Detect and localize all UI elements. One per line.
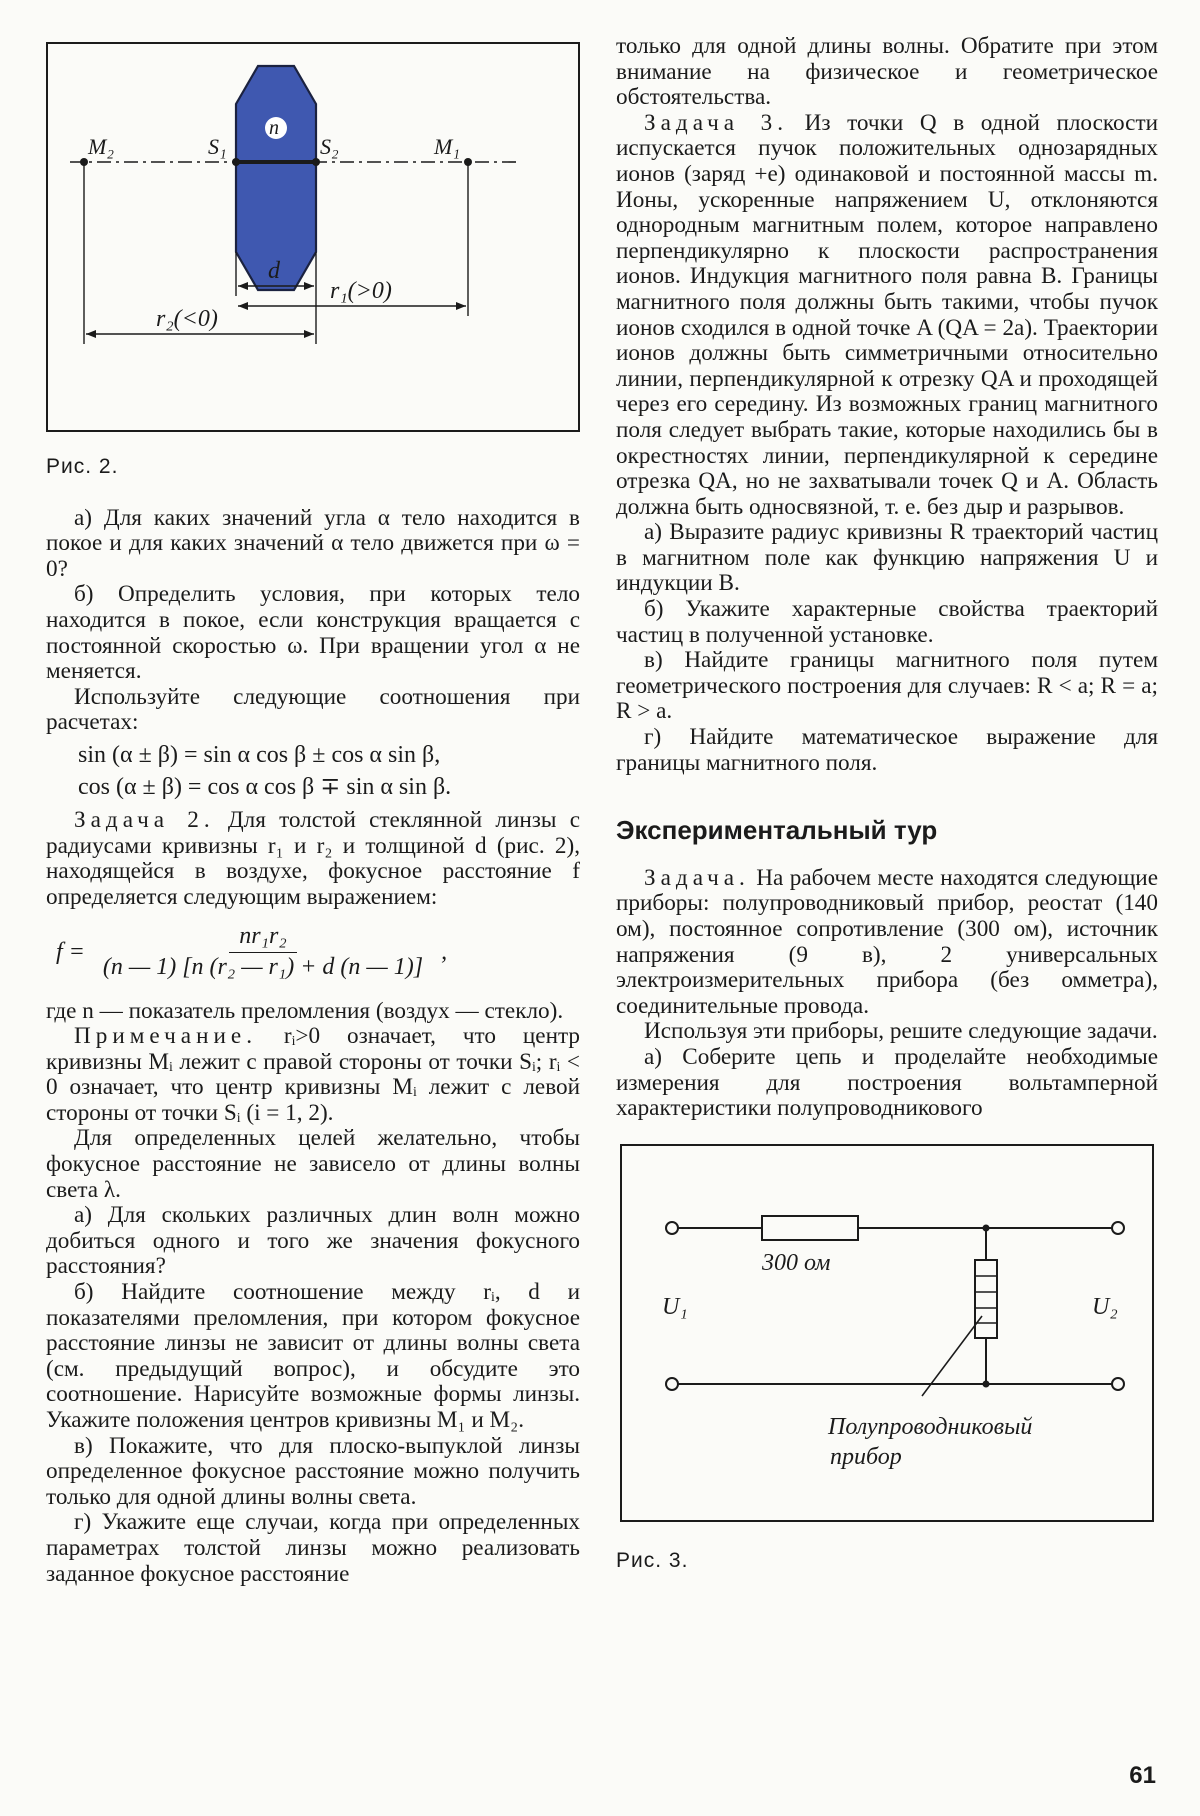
figure-3-caption: Рис. 3.: [616, 1548, 689, 1572]
lens-formula-lhs: f =: [56, 938, 85, 965]
figure-2-caption: Рис. 2.: [46, 455, 119, 478]
arrow-d-right: [304, 282, 314, 290]
experimental-task-text: На рабочем месте находятся следующие приборы: полупроводниковый прибор, реостат (140 ом), постоянное сопротивление (300 ом), источник напряжения (9 в), 2 универсальных электроизмерительных прибора (без омметра), соединительные провода.: [616, 864, 1159, 1019]
paragraph-question-a: а) Для каких значений угла α тело находится в покое и для каких значений α тело движется при ω = 0?: [46, 504, 580, 582]
paragraph-ion-question-v: в) Найдите границы магнитного поля путем геометрического построения для случаев: R < a; R = a; R > a.: [616, 647, 1158, 725]
task-2-label: Задача 2.: [74, 806, 215, 833]
arrow-r2-right: [304, 330, 314, 338]
trig-formula-1: sin (α ± β) = sin α cos β ± cos α sin β,: [78, 741, 441, 768]
label-s1: S₁: [208, 134, 227, 159]
paragraph-lens-question-b: б) Найдите соотношение между rᵢ, d и показателями преломления, при котором фокусное расстояние линзы не зависит от длины волны света (см. предыдущий вопрос), и обсудите это соотношение. Нарисуйте возможные формы линзы. Укажите положения центров кривизны M₁ и M₂.: [46, 1279, 580, 1433]
label-m1: M₁: [434, 134, 460, 159]
label-m2: M₂: [88, 134, 114, 159]
paragraph-continuation: только для одной длины волны. Обратите при этом внимание на физическое и геометрическое обстоятельства.: [616, 33, 1158, 111]
lens-formula-trail: ,: [441, 938, 448, 965]
paragraph-use-relations: Используйте следующие соотношения при расчетах:: [46, 683, 580, 736]
paragraph-ion-question-b: б) Укажите характерные свойства траекторий частиц в полученной установке.: [616, 596, 1158, 648]
paragraph-lens-question-g: г) Укажите еще случаи, когда при определенных параметрах толстой линзы можно реализовать заданное фокусное расстояние: [46, 1509, 580, 1587]
arrow-d-left: [238, 282, 248, 290]
lens-formula-numerator: nr₁r₂: [229, 924, 296, 953]
lens-formula: [56, 924, 580, 980]
left-column: [46, 34, 580, 1587]
label-n: n: [269, 117, 279, 139]
point-s2: [312, 158, 320, 166]
task-3-label: Задача 3.: [644, 109, 789, 136]
label-s2: S₂: [320, 134, 339, 159]
terminal-in-bottom: [666, 1378, 678, 1390]
resistor-300: [762, 1216, 858, 1240]
label-device-line-1: Полупроводниковый: [828, 1413, 1033, 1440]
experimental-task-label: Задача.: [644, 864, 750, 891]
point-s1: [232, 158, 240, 166]
task-3-text: Из точки Q в одной плоскости испускается пучок положительных однозарядных ионов (заряд +e) одинаковой и постоянной массы m. Ионы, ускоренные напряжением U, отклоняются однородным магнитным полем, которое направлено перпендикулярно к плоскости распространения ионов. Индукция магнитного поля равна B. Границы магнитного поля должны быть такими, чтобы пучок ионов сходился в одной точке A (QA = 2a). Траектории ионов должны быть симметричными относительно линии, перпендикулярной к отрезку QA и проходящей через его середину. Из возможных границ магнитного поля следует выбрать такие, которые находились бы в окрестностях линии, перпендикулярной к середине отрезка QA, но не захватывали точек Q и A. Область должна быть односвязной, т. е. без дыр и разрывов.: [616, 109, 1158, 520]
paragraph-task-2: [46, 808, 580, 910]
label-r1: r₁(>0): [330, 278, 392, 304]
paragraph-ion-question-a: а) Выразите радиус кривизны R траекторий частиц в магнитном поле как функцию напряжения U и индукции B.: [616, 519, 1158, 597]
circuit-diagram-svg: [622, 1146, 1152, 1520]
right-column: [616, 34, 1158, 1573]
section-heading-experimental: Экспериментальный тур: [616, 815, 938, 846]
terminal-in-top: [666, 1222, 678, 1234]
paragraph-where-n: где n — показатель преломления (воздух — стекло).: [46, 997, 564, 1024]
lens-shape: [236, 66, 316, 290]
label-resistor-300: 300 ом: [762, 1249, 831, 1276]
paragraph-experimental-task: [616, 866, 1158, 1020]
note-label: Примечание.: [74, 1023, 257, 1050]
paragraph-note: [46, 1024, 580, 1126]
lens-formula-denominator: (n — 1) [n (r₂ — r₁) + d (n — 1)]: [102, 953, 424, 980]
arrow-r1-right: [456, 302, 466, 310]
terminal-out-top: [1112, 1222, 1124, 1234]
paragraph-lens-question-a: а) Для скольких различных длин волн можно добиться одного и того же значения фокусного расстояния?: [46, 1202, 580, 1280]
figure-3-circuit-diagram: [620, 1144, 1154, 1522]
label-r2: r₂(<0): [156, 306, 218, 332]
label-u1: U₁: [662, 1293, 688, 1320]
note-text: rᵢ>0 означает, что центр кривизны Mᵢ лежит с правой стороны от точки Sᵢ; rᵢ < 0 означает, что центр кривизны Mᵢ лежит с левой стороны от точки Sᵢ (i = 1, 2).: [46, 1023, 581, 1126]
paragraph-task-3: [616, 111, 1158, 521]
task-2-text: Для толстой стеклянной линзы с радиусами кривизны r₁ и r₂ и толщиной d (рис. 2), находящейся в воздухе, фокусное расстояние f определяется следующим выражением:: [46, 806, 580, 910]
arrow-r2-left: [86, 330, 96, 338]
semiconductor-device: [975, 1260, 997, 1338]
paragraph-experimental-a: а) Соберите цепь и проделайте необходимые измерения для построения вольтамперной характеристики полупроводникового: [616, 1043, 1158, 1122]
terminal-out-bottom: [1112, 1378, 1124, 1390]
paragraph-lens-question-v: в) Покажите, что для плоско-выпуклой линзы определенное фокусное расстояние можно получить только для одной длины волны света.: [46, 1432, 580, 1510]
lens-diagram-svg: [48, 44, 578, 430]
arrow-r1-left: [238, 302, 248, 310]
label-d: d: [268, 258, 280, 284]
lens-formula-fraction: [97, 924, 429, 980]
paragraph-use-devices: Используя эти приборы, решите следующие задачи.: [644, 1018, 1158, 1045]
paragraph-question-b: б) Определить условия, при которых тело находится в покое, если конструкция вращается с постоянной скоростью ω. При вращении угол α не меняется.: [46, 581, 580, 685]
trig-formula-2: cos (α ± β) = cos α cos β ∓ sin α sin β.: [78, 773, 452, 800]
paragraph-ion-question-g: г) Найдите математическое выражение для границы магнитного поля.: [616, 724, 1158, 776]
label-device-line-2: прибор: [830, 1443, 902, 1470]
paragraph-wavelength: Для определенных целей желательно, чтобы фокусное расстояние не зависело от длины волны света λ.: [46, 1125, 580, 1203]
label-u2: U₂: [1092, 1293, 1118, 1320]
figure-2-lens-diagram: [46, 42, 580, 432]
page-number: 61: [1129, 1762, 1156, 1789]
